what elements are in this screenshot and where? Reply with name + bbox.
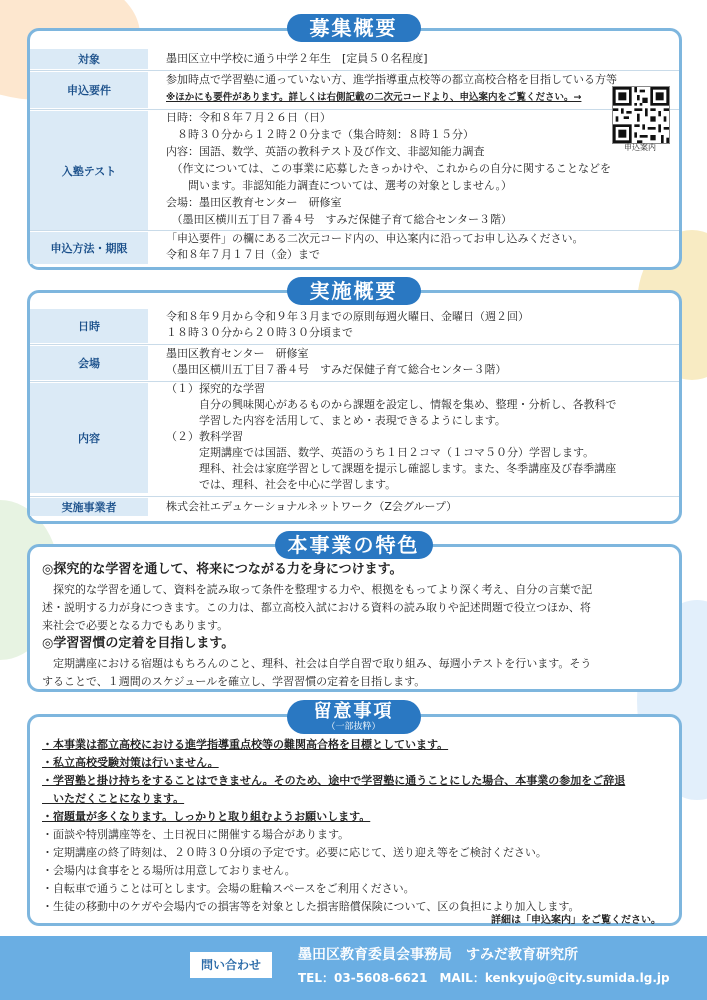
qr-code[interactable] — [612, 86, 670, 144]
value-test-1: ８時３０分から１２時２０分まで（集合時刻：８時１５分） — [166, 128, 474, 141]
label-naiyo: 内容 — [30, 383, 148, 493]
value-nichiji-1: 令和８年９月から令和９年３月までの原則毎週火曜日、金曜日（週２回） — [166, 310, 529, 323]
value-houhou-2: 令和８年７月１７日（金）まで — [166, 248, 320, 261]
value-naiyo-2: 学習した内容を活用して、まとめ・表現できるようにします。 — [166, 414, 506, 427]
value-naiyo-4: 定期講座では国語、数学、英語のうち１日２コマ（１コマ５０分）学習します。 — [166, 446, 595, 459]
label-youken: 申込要件 — [30, 72, 148, 108]
boshu-row-houhou — [30, 232, 679, 266]
value-test-6: （墨田区横川五丁目７番４号 すみだ保健子育て総合センター３階） — [166, 213, 513, 226]
ryui-item-9: ・生徒の移動中のケガや会場内での損害等を対象とした損害賠償保険について、区の負担により加入します。 — [42, 900, 580, 913]
value-nichiji-2: １８時３０分から２０時３０分頃まで — [166, 326, 353, 339]
tokushoku-heading-2: ◎学習習慣の定着を目指します。 — [42, 636, 235, 651]
contact-details: TEL：03-5608-6621 MAIL：kenkyujo@city.sumida.lg.jp — [298, 971, 670, 985]
value-taisho: 墨田区立中学校に通う中学２年生 [定員５０名程度] — [166, 52, 428, 65]
value-naiyo-6: では、理科、社会を中心に学習します。 — [166, 478, 397, 491]
tokushoku-text-1a: 探究的な学習を通して、資料を読み取って条件を整理する力や、根拠をもってより深く考え、自分の言葉で記 — [42, 583, 593, 596]
value-naiyo-5: 理科、社会は家庭学習として課題を提示し確認します。また、冬季講座及び春季講座 — [166, 462, 617, 475]
ryui-item-1: ・私立高校受験対策は行いません。 — [42, 756, 219, 769]
boshu-row-taisho — [30, 49, 679, 69]
section-title-ryui — [287, 700, 421, 734]
value-test-4: 問います。非認知能力調査については、選考の対象としません。） — [166, 179, 513, 192]
value-naiyo-0: （１）探究的な学習 — [166, 382, 265, 395]
tokushoku-heading-1: ◎探究的な学習を通して、将来につながる力を身につけます。 — [42, 562, 403, 577]
value-kaijo-1: 墨田区教育センター 研修室 — [166, 347, 309, 360]
ryui-item-0: ・本事業は都立高校における進学指導重点校等の難関高合格を目標としています。 — [42, 738, 449, 751]
contact-organization: 墨田区教育委員会事務局 すみだ教育研究所 — [298, 947, 578, 963]
label-nichiji: 日時 — [30, 309, 148, 343]
label-test: 入塾テスト — [30, 111, 148, 231]
section-title-boshu: 募集概要 — [287, 14, 421, 42]
ryui-item-3: いただくことになります。 — [42, 792, 185, 805]
tokushoku-text-2b: することで、１週間のスケジュールを確立し、学習習慣の定着を目指します。 — [42, 675, 426, 688]
jisshi-row-naiyo — [30, 383, 679, 493]
ryui-item-6: ・定期講座の終了時刻は、２０時３０分頃の予定です。必要に応じて、送り迎え等をご検討ください。 — [42, 846, 547, 859]
section-title-jisshi: 実施概要 — [287, 277, 421, 305]
divider — [30, 70, 679, 71]
jisshi-row-kaijo — [30, 346, 679, 380]
ryui-item-7: ・会場内は食事をとる場所は用意しておりません。 — [42, 864, 296, 877]
divider — [30, 496, 679, 497]
ryui-title: 留意事項 — [313, 701, 394, 722]
tokushoku-text-2a: 定期講座における宿題はもちろんのこと、理科、社会は自学自習で取り組み、毎週小テストを行います。そう — [42, 657, 592, 670]
value-test-2: 内容：国語、数学、英語の教科テスト及び作文、非認知能力調査 — [166, 145, 485, 158]
value-youken-2: ※ほかにも要件があります。詳しくは右側記載の二次元コードより、申込案内をご覧ください。→ — [166, 92, 582, 103]
value-test-3: （作文については、この事業に応募したきっかけや、これからの自分に関することなどを — [166, 162, 612, 175]
contact-tag: 問い合わせ — [190, 952, 272, 978]
jisshi-row-nichiji — [30, 309, 679, 343]
tokushoku-text-1c: 来社会で必要となる力でもあります。 — [42, 619, 229, 632]
value-youken-1: 参加時点で学習塾に通っていない方、進学指導重点校等の都立高校合格を目指している方等 — [166, 73, 617, 86]
divider — [30, 344, 679, 345]
boshu-row-test — [30, 111, 679, 231]
jisshi-row-jigyosha — [30, 498, 679, 518]
qr-code-icon — [613, 87, 669, 143]
value-kaijo-2: （墨田区横川五丁目７番４号 すみだ保健子育て総合センター３階） — [166, 363, 507, 376]
ryui-item-8: ・自転車で通うことは可とします。会場の駐輪スペースをご利用ください。 — [42, 882, 415, 895]
ryui-item-4: ・宿題量が多くなります。しっかりと取り組むようお願いします。 — [42, 810, 371, 823]
footer — [0, 936, 707, 1000]
ryui-subtitle: （一部抜粋） — [326, 722, 381, 732]
value-test-0: 日時：令和８年７月２６日（日） — [166, 111, 331, 124]
qr-caption: 申込案内 — [624, 143, 656, 152]
value-houhou-1: 「申込要件」の欄にある二次元コード内の、申込案内に沿ってお申し込みください。 — [166, 232, 584, 245]
boshu-row-youken — [30, 72, 679, 108]
ryui-item-2: ・学習塾と掛け持ちをすることはできません。そのため、途中で学習塾に通うことにした場合、本事業の参加をご辞退 — [42, 774, 626, 787]
label-houhou: 申込方法・期限 — [30, 232, 148, 264]
ryui-detail: 詳細は「申込案内」をご覧ください。 — [491, 915, 661, 926]
label-taisho: 対象 — [30, 49, 148, 69]
section-title-tokushoku: 本事業の特色 — [275, 531, 433, 559]
value-naiyo-1: 自分の興味関心があるものから課題を設定し、情報を集め、整理・分析し、各教科で — [166, 398, 617, 411]
ryui-item-5: ・面談や特別講座等を、土日祝日に開催する場合があります。 — [42, 828, 350, 841]
label-kaijo: 会場 — [30, 346, 148, 380]
value-test-5: 会場：墨田区教育センター 研修室 — [166, 196, 342, 209]
tokushoku-text-1b: 述・説明する力が身につきます。この力は、都立高校入試における資料の読み取りや記述問題で役立つほか、将 — [42, 601, 591, 614]
value-jigyosha: 株式会社エデュケーショナルネットワーク（Z会グループ） — [166, 500, 458, 513]
value-naiyo-3: （２）教科学習 — [166, 430, 243, 443]
label-jigyosha: 実施事業者 — [30, 498, 148, 516]
